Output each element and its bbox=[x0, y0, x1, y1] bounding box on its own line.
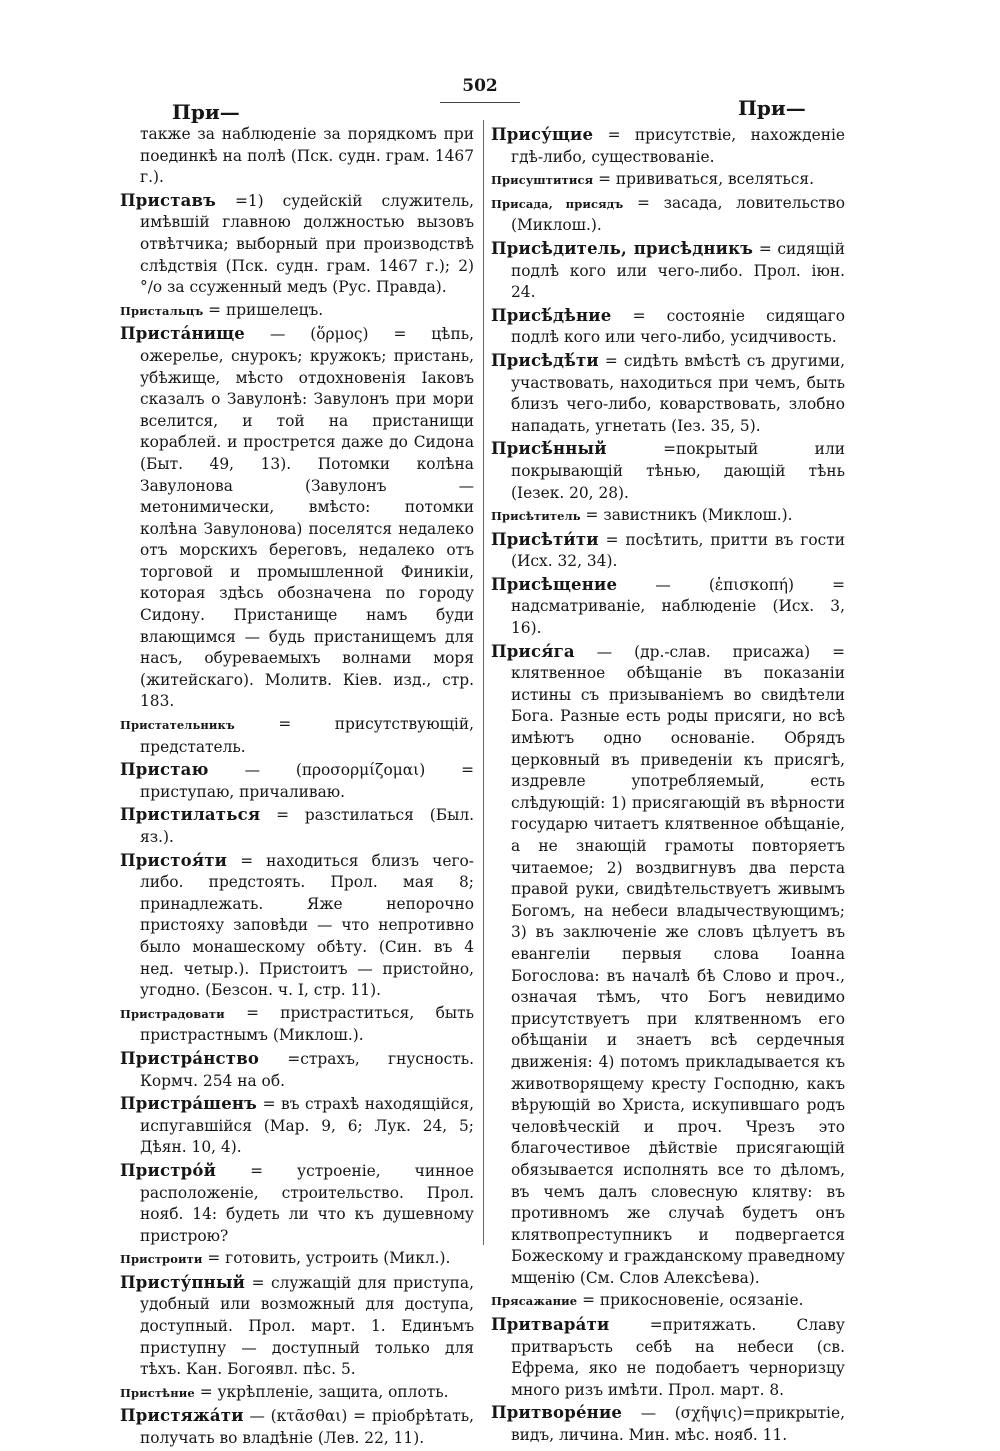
entry-definition: = готовить, устроить (Микл.). bbox=[207, 1249, 451, 1268]
entry-headword: Притвара́ти bbox=[491, 1315, 610, 1335]
dictionary-entry bbox=[491, 574, 845, 640]
left-column bbox=[120, 124, 474, 1451]
entry-headword: Пристательникъ bbox=[120, 718, 235, 733]
dictionary-entry bbox=[491, 193, 845, 237]
entry-definition: = прививаться, вселяться. bbox=[598, 170, 814, 189]
header-rule bbox=[440, 102, 520, 103]
entry-headword: Пристро́й bbox=[120, 1160, 217, 1180]
entry-definition: =покрытый или покрывающій тѣнью, дающій тѣнь (Іезек. 20, 28). bbox=[511, 440, 845, 502]
column-divider bbox=[483, 120, 484, 1245]
entry-definition: — (ὅρμος) = цѣпь, ожерелье, снурокъ; кружокъ; пристань, убѣжище, мѣсто отдохновенія Іаковъ сказалъ о Завулонѣ: Завулонъ при мори вселится, и той на пристанищи кораблей. и прострется даже до Сидона (Быт. 49, 13). Потомки колѣна Завулонова (Завулонъ — метонимически, вмѣсто: потомки колѣна Завулонова) поселятся недалеко отъ морскихъ береговъ, недалеко отъ торговой и промышленной Финикіи, которая здѣсь обозначена по городу Сидону. Пристанище намъ буди влающимся — будь пристанищемъ для насъ, обуреваемыхъ волнами моря (житейскаго). Молитв. Кiев. изд., стр. 183. bbox=[140, 325, 474, 711]
entry-definition: = находиться близъ чего-либо. предстоять. Прол. мая 8; принадлежать. Яже непорочно пристояху заповѣди — что непротивно было монашескому обѣту. (Син. въ 4 нед. четыр.). Пристоитъ — пристойно, угодно. (Безсон. ч. I, стр. 11). bbox=[140, 851, 474, 1000]
entry-headword: Присѣ́нный bbox=[491, 439, 607, 459]
entry-definition: также за наблюденіе за порядкомъ при поединкѣ на полѣ (Пск. судн. грам. 1467 г.). bbox=[140, 125, 474, 187]
entry-headword: Присту́пный bbox=[120, 1272, 246, 1292]
entry-headword: Присѣдитель, присѣдникъ bbox=[491, 238, 754, 258]
entry-headword: Присѣ́дѣние bbox=[491, 305, 612, 325]
dictionary-entry bbox=[491, 1290, 845, 1313]
entry-definition: = засада, ловительство (Миклош.). bbox=[511, 193, 845, 235]
entry-definition: = присутствіе, нахожденіе гдѣ-либо, существованіе. bbox=[511, 126, 845, 166]
entry-definition: = устроеніе, чинное расположеніе, строительство. Прол. нояб. 14: будеть ли что къ душевному пристрою? bbox=[140, 1161, 474, 1245]
dictionary-entry bbox=[491, 529, 845, 573]
entry-definition: =притяжать. Славу притваръсть себѣ на небеси (св. Ефрема, яко не подобаетъ черноризцу много ризъ имѣти. Прол. март. 8. bbox=[511, 1316, 845, 1399]
entry-definition: — (др.-слав. присажа) = клятвенное обѣщаніе въ показаніи истины съ призываніемъ во свидѣтели Бога. Разные есть роды присяги, но всѣ имѣютъ одно основаніе. Обрядъ церковный въ приведеніи къ присягѣ, издревле употребляемый, есть слѣдующій: 1) присягающій въ вѣрности государю читаетъ клятвенное обѣщаніе, а не знающій грамоты повторяетъ читаемое; 2) воздвигнувъ два перста правой руки, свидѣтельствуетъ живымъ Богомъ, на небеси владычествующимъ; 3) въ заключеніе же словъ цѣлуетъ въ евангеліи первыя слова Іоанна Богослова: въ началѣ бѣ Слово и проч., означая тѣмъ, что Богъ невидимо присутствуетъ при клятвенномъ его обѣщаніи и знаетъ всѣ сердечныя движенія: 4) потомъ прикладывается къ животворящему кресту Господню, какъ вѣрующій во Христа, искупившаго родъ человѣческій и проч. Чрезъ это благочестивое дѣйствіе присягающій обязывается исполнять все то дѣломъ, въ чемъ далъ словесную клятву: въ противномъ же случаѣ будетъ онъ клятвопреступникъ и подвергается Божескому и гражданскому праведному мщенію (См. Слов Алексѣева). bbox=[511, 642, 845, 1287]
entry-headword: Пристилаться bbox=[120, 805, 261, 825]
entry-definition: = пристраститься, быть пристрастнымъ (Миклош.). bbox=[140, 1003, 474, 1045]
entry-headword: Пристѣние bbox=[120, 1385, 195, 1400]
entry-definition: = въ страхѣ находящійся, испугавшійся (Мар. 9, 6; Лук. 24, 5; Дѣян. 10, 4). bbox=[140, 1095, 474, 1157]
entry-headword: Пристаю bbox=[120, 760, 209, 780]
entry-headword: Пристра́нство bbox=[120, 1048, 260, 1068]
dictionary-entry bbox=[120, 323, 474, 713]
entry-headword: Пристра́шенъ bbox=[120, 1094, 258, 1114]
entry-headword: Пристяжа́ти bbox=[120, 1406, 244, 1426]
dictionary-entry bbox=[120, 1093, 474, 1159]
dictionary-entry bbox=[120, 759, 474, 803]
entry-definition: = прикосновеніе, осязаніе. bbox=[582, 1291, 804, 1310]
entry-definition: = сидящій подлѣ кого или чего-либо. Прол. іюн. 24. bbox=[511, 239, 845, 302]
entry-headword: Пристоя́ти bbox=[120, 850, 228, 870]
dictionary-entry bbox=[120, 1003, 474, 1047]
entry-headword: Пристальцъ bbox=[120, 303, 204, 318]
entry-definition: = укрѣпленіе, защита, оплоть. bbox=[199, 1382, 449, 1401]
entry-headword: Пристрадовати bbox=[120, 1006, 225, 1021]
entry-headword: Приставъ bbox=[120, 190, 217, 210]
entry-definition: = состояніе сидящаго подлѣ кого или чего-либо, усидчивость. bbox=[511, 306, 845, 347]
dictionary-entry bbox=[491, 641, 845, 1290]
entry-headword: Прису́щие bbox=[491, 125, 594, 144]
entry-headword: Прясажание bbox=[491, 1294, 578, 1309]
dictionary-entry bbox=[491, 169, 845, 192]
dictionary-entry bbox=[120, 190, 474, 299]
dictionary-entry bbox=[120, 1405, 474, 1449]
dictionary-entry bbox=[120, 714, 474, 758]
entry-headword: Пристáнище bbox=[120, 324, 245, 344]
entry-continuation bbox=[120, 124, 474, 189]
entry-definition: = присутствующій, предстатель. bbox=[140, 715, 474, 756]
entry-definition: = служащій для приступа, удобный или возможный для доступа, доступный. Прол. март. 1. Единъмъ приступну — доступный только для тѣхъ. Кан. Богоявл. пѣс. 5. bbox=[140, 1273, 474, 1379]
entry-headword: Присѣщение bbox=[491, 574, 618, 594]
dictionary-entry bbox=[491, 505, 845, 528]
dictionary-entry bbox=[120, 1248, 474, 1271]
dictionary-entry bbox=[120, 1382, 474, 1405]
dictionary-entry bbox=[491, 438, 845, 504]
entry-headword: Притворе́ние bbox=[491, 1403, 623, 1423]
entry-definition: =1) судейскій служитель, имѣвшій главною должностью вызовъ отвѣтчика; выборный при производствѣ слѣдствія (Пск. судн. грам. 1467 г.); 2) °/o за ссуженный медъ (Рус. Правда). bbox=[140, 191, 474, 297]
entry-headword: Присѣти́ти bbox=[491, 529, 599, 549]
entry-headword: Присѣдѣ́ти bbox=[491, 350, 599, 370]
dictionary-entry bbox=[491, 1314, 845, 1401]
entry-definition: — (κτᾶσθαι) = пріобрѣтать, получать во владѣніе (Лев. 22, 11). bbox=[140, 1407, 474, 1448]
dictionary-entry bbox=[491, 305, 845, 349]
entry-headword: Присада, присядъ bbox=[491, 196, 624, 211]
dictionary-entry bbox=[491, 1402, 845, 1446]
entry-definition: — (σχῆψις)=прикрытіе, видъ, личина. Мин. мѣс. нояб. 11. bbox=[511, 1404, 845, 1445]
entry-definition: = разстилаться (Был. яз.). bbox=[140, 806, 474, 846]
entry-definition: = сидѣть вмѣстѣ съ другими, участвовать, находиться при чемъ, быть близъ чего-либо, коварствовать, злобно нападать, угнетать (Іез. 35, 5). bbox=[511, 351, 845, 435]
dictionary-entry bbox=[120, 1160, 474, 1247]
right-column bbox=[491, 124, 845, 1448]
entry-headword: Прися́га bbox=[491, 641, 575, 661]
entry-headword: Присуштитися bbox=[491, 173, 594, 188]
dictionary-entry bbox=[491, 238, 845, 304]
running-head-right: При— bbox=[738, 96, 806, 120]
entry-definition: = посѣтить, притти въ гости (Исх. 32, 34). bbox=[511, 530, 845, 571]
entry-definition: — (προσορμίζομαι) = приступаю, причаливаю. bbox=[140, 761, 474, 801]
entry-headword: Присѣтитель bbox=[491, 509, 581, 524]
dictionary-entry bbox=[491, 350, 845, 437]
dictionary-entry bbox=[491, 124, 845, 168]
entry-definition: =страхъ, гнусность. Кормч. 254 на об. bbox=[140, 1049, 474, 1090]
entry-definition: = завистникъ (Миклош.). bbox=[585, 506, 793, 525]
page-number: 502 bbox=[462, 76, 498, 96]
dictionary-entry bbox=[120, 804, 474, 848]
entry-definition: = пришелецъ. bbox=[208, 300, 324, 319]
dictionary-entry bbox=[120, 300, 474, 323]
dictionary-entry bbox=[120, 1048, 474, 1092]
running-head-left: При— bbox=[172, 100, 240, 124]
entry-headword: Пристроити bbox=[120, 1252, 203, 1267]
dictionary-entry bbox=[120, 1272, 474, 1381]
dictionary-entry bbox=[120, 850, 474, 1002]
entry-definition: — (ἐπισκοπή) = надсматриваніе, наблюденіе (Исх. 3, 16). bbox=[511, 575, 845, 638]
